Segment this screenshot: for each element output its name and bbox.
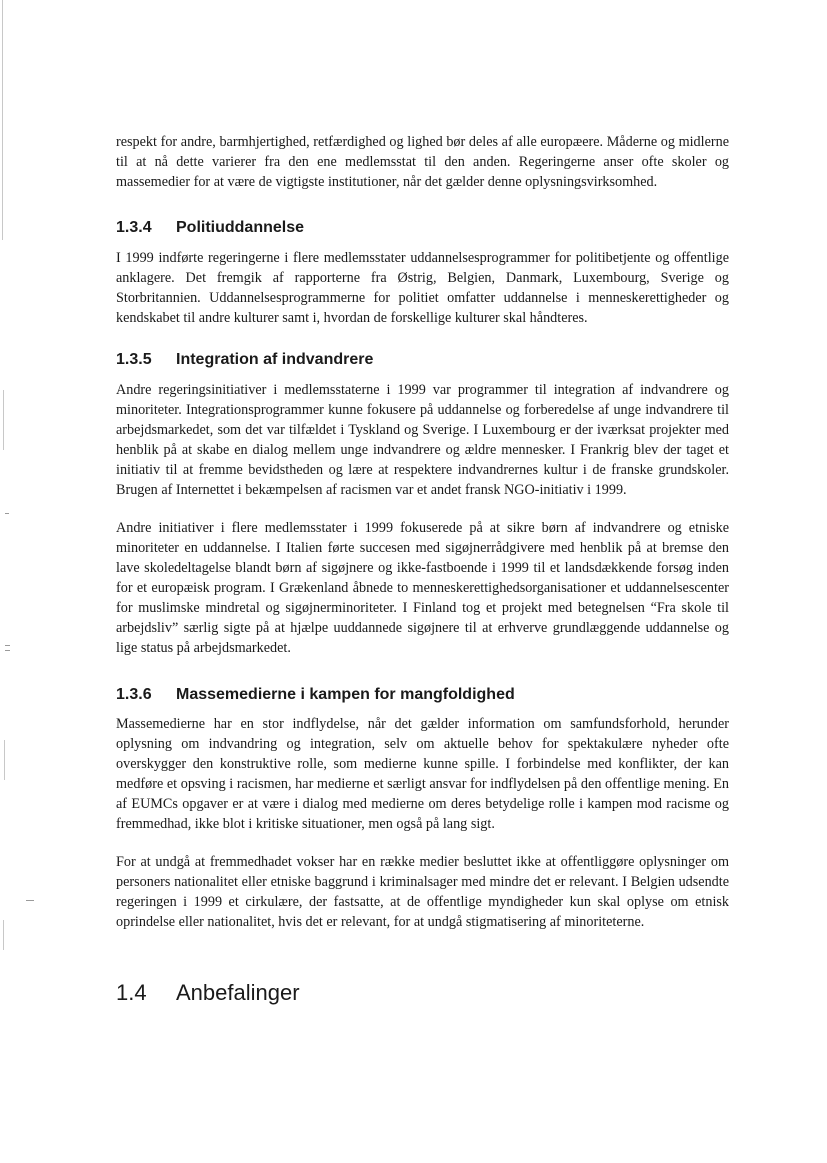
section-number: 1.3.4 <box>116 219 152 236</box>
section-number: 1.3.5 <box>116 351 152 368</box>
section-title: Massemedierne i kampen for mangfoldighed <box>176 686 515 703</box>
chapter-title: Anbefalinger <box>176 980 300 1005</box>
section-number: 1.3.6 <box>116 686 152 703</box>
section-paragraph: For at undgå at fremmedhadet vokser har en række medier besluttet ikke at offentliggøre oplysninger om personers nationalitet eller etniske baggrund i kriminalsager med mindre det er relevant. I Belgien udsendte regeringen i 1999 et cirkulære, der fastsatte, at de offentlige myndigheder kun skal oplyse om etnisk oprindelse eller nationalitet, hvis det er relevant, for at undgå stigmatisering af minoriteterne. <box>116 854 729 930</box>
document-page <box>116 132 729 1007</box>
scan-mark <box>5 650 10 651</box>
scan-mark <box>4 740 5 780</box>
scan-mark <box>5 645 10 646</box>
scan-mark <box>3 920 4 950</box>
section-paragraph: Andre regeringsinitiativer i medlemsstaterne i 1999 var programmer til integration af indvandrere og minoriteter. Integrationsprogrammer kunne fokusere på uddannelse og forberedelse af unge indvandrere til arbejdsmarkedet, som det var tilfældet i Tyskland og Sverige. I Luxembourg er der iværksat projekter med henblik på at skabe en dialog mellem unge indvandrere og ældre mennesker. I Frankrig blev der taget et initiativ til at fremme bevidstheden og lære at respektere indvandrernes kultur i de franske grundskoler. Brugen af Internettet i bekæmpelsen af racismen var et andet fransk NGO-initiativ i 1999. <box>116 382 729 498</box>
scan-mark <box>5 513 9 514</box>
scan-mark <box>26 900 34 901</box>
section-paragraph: I 1999 indførte regeringerne i flere medlemsstater uddannelsesprogrammer for politibetjente og offentlige anklagere. Det fremgik af rapporterne fra Østrig, Belgien, Danmark, Luxembourg, Sverige og Storbritannien. Uddannelsesprogrammerne for politiet omfatter uddannelse i menneskerettigheder og kendskabet til andre kulturer samt i, hvordan de forskellige kulturer skal håndteres. <box>116 250 729 326</box>
chapter-heading-1-4 <box>116 979 729 1007</box>
section-heading-1-3-4 <box>116 218 729 238</box>
section-title: Politiuddannelse <box>176 219 305 236</box>
scan-mark <box>2 0 3 240</box>
section-paragraph: Andre initiativer i flere medlemsstater i 1999 fokuserede på at sikre børn af indvandrere og etniske minoriteter en uddannelse. I Italien førte succesen med sigøjnerrådgivere med henblik på at bremse den lave skoledeltagelse blandt børn af sigøjnere og ikke-fastboende i 1999 til et landsdækkende forsøg inden for et europæisk program. I Grækenland åbnede to menneskerettighedsorganisationer et uddannelsescenter for muslimske mindretal og sigøjnerminoriteter. I Finland tog et projekt med betegnelsen “Fra skole til arbejdsliv” særlig sigte på at hjælpe uuddannede sigøjnere til at erhverve grundlæggende uddannelse og lige status på arbejdsmarkedet. <box>116 520 729 656</box>
section-paragraph: Massemedierne har en stor indflydelse, når det gælder information om samfundsforhold, herunder oplysning om indvandring og integration, selv om aktuelle behov for spektakulære nyheder ofte overskygger den konstruktive rolle, som medierne kunne spille. I forbindelse med konflikter, der kan medføre et opsving i racismen, har medierne et særligt ansvar for indflydelsen på den offentlige mening. En af EUMCs opgaver er at være i dialog med medierne om deres betydelige rolle i kampen mod racisme og fremmedhad, ikke blot i kritiske situationer, men også på lang sigt. <box>116 716 729 832</box>
section-heading-1-3-5 <box>116 350 729 370</box>
scan-mark <box>3 390 4 450</box>
intro-paragraph: respekt for andre, barmhjertighed, retfærdighed og lighed bør deles af alle europæere. Måderne og midlerne til at nå dette varierer fra den ene medlemsstat til den anden. Regeringerne anser ofte skoler og massemedier for at være de vigtigste institutioner, når det gælder denne oplysningsvirksomhed. <box>116 134 729 190</box>
section-heading-1-3-6 <box>116 685 729 705</box>
chapter-number: 1.4 <box>116 980 147 1005</box>
section-title: Integration af indvandrere <box>176 351 374 368</box>
